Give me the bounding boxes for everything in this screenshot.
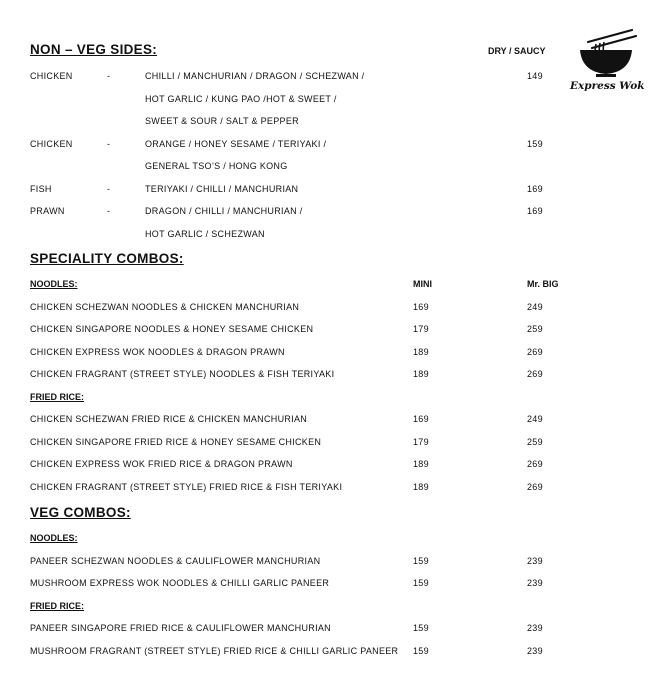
combo-mini-price: 159 <box>413 578 429 588</box>
combo-name: CHICKEN FRAGRANT (STREET STYLE) NOODLES & FISH TERIYAKI <box>30 369 335 379</box>
speciality-noodles-label: NOODLES: <box>30 279 78 289</box>
side-item-options: ORANGE / HONEY SESAME / TERIYAKI / <box>145 139 327 149</box>
combo-mini-price: 159 <box>413 556 429 566</box>
combo-name: MUSHROOM EXPRESS WOK NOODLES & CHILLI GARLIC PANEER <box>30 578 330 588</box>
side-item-name: PRAWN <box>30 206 65 216</box>
side-item-price: 169 <box>527 206 543 216</box>
combo-name: CHICKEN SCHEZWAN FRIED RICE & CHICKEN MANCHURIAN <box>30 414 308 424</box>
combo-name: CHICKEN SINGAPORE FRIED RICE & HONEY SESAME CHICKEN <box>30 437 322 447</box>
combo-mini-price: 179 <box>413 437 429 447</box>
side-item-price: 159 <box>527 139 543 149</box>
side-item-name: CHICKEN <box>30 139 73 149</box>
combo-mini-price: 189 <box>413 459 429 469</box>
combo-mini-price: 189 <box>413 347 429 357</box>
combo-mini-price: 189 <box>413 482 429 492</box>
combo-name: CHICKEN EXPRESS WOK FRIED RICE & DRAGON PRAWN <box>30 459 293 469</box>
veg-noodles-label: NOODLES: <box>30 533 78 543</box>
side-item-name: CHICKEN <box>30 71 73 81</box>
combo-big-price: 259 <box>527 324 543 334</box>
veg-rice-label: FRIED RICE: <box>30 601 84 611</box>
mini-header: MINI <box>413 279 432 289</box>
mr-big-header: Mr. BIG <box>527 279 559 289</box>
combo-mini-price: 189 <box>413 369 429 379</box>
combo-big-price: 269 <box>527 482 543 492</box>
combo-mini-price: 159 <box>413 646 429 656</box>
combo-name: CHICKEN EXPRESS WOK NOODLES & DRAGON PRAWN <box>30 347 285 357</box>
combo-big-price: 239 <box>527 623 543 633</box>
side-item-options: HOT GARLIC / KUNG PAO /HOT & SWEET / <box>145 94 337 104</box>
speciality-rice-label: FRIED RICE: <box>30 392 84 402</box>
combo-big-price: 239 <box>527 556 543 566</box>
combo-name: MUSHROOM FRAGRANT (STREET STYLE) FRIED RICE & CHILLI GARLIC PANEER <box>30 646 399 656</box>
combo-name: PANEER SCHEZWAN NOODLES & CAULIFLOWER MANCHURIAN <box>30 556 321 566</box>
combo-big-price: 269 <box>527 369 543 379</box>
combo-big-price: 239 <box>527 578 543 588</box>
combo-big-price: 269 <box>527 347 543 357</box>
side-item-options: HOT GARLIC / SCHEZWAN <box>145 229 265 239</box>
combo-name: CHICKEN SINGAPORE NOODLES & HONEY SESAME CHICKEN <box>30 324 314 334</box>
side-item-dash: - <box>107 71 111 81</box>
veg-title: VEG COMBOS: <box>30 505 131 520</box>
side-item-options: GENERAL TSO’S / HONG KONG <box>145 161 288 171</box>
combo-big-price: 239 <box>527 646 543 656</box>
side-item-options: DRAGON / CHILLI / MANCHURIAN / <box>145 206 303 216</box>
side-item-options: TERIYAKI / CHILLI / MANCHURIAN <box>145 184 299 194</box>
side-item-options: CHILLI / MANCHURIAN / DRAGON / SCHEZWAN / <box>145 71 365 81</box>
combo-mini-price: 169 <box>413 302 429 312</box>
combo-name: CHICKEN FRAGRANT (STREET STYLE) FRIED RICE & FISH TERIYAKI <box>30 482 343 492</box>
side-item-dash: - <box>107 139 111 149</box>
combo-big-price: 269 <box>527 459 543 469</box>
speciality-title: SPECIALITY COMBOS: <box>30 251 184 266</box>
side-item-name: FISH <box>30 184 52 194</box>
combo-name: CHICKEN SCHEZWAN NOODLES & CHICKEN MANCHURIAN <box>30 302 300 312</box>
combo-name: PANEER SINGAPORE FRIED RICE & CAULIFLOWER MANCHURIAN <box>30 623 331 633</box>
side-item-price: 169 <box>527 184 543 194</box>
combo-mini-price: 169 <box>413 414 429 424</box>
side-item-options: SWEET & SOUR / SALT & PEPPER <box>145 116 299 126</box>
combo-mini-price: 179 <box>413 324 429 334</box>
side-item-dash: - <box>107 184 111 194</box>
combo-big-price: 249 <box>527 302 543 312</box>
noodle-bowl-icon <box>566 28 646 104</box>
combo-big-price: 259 <box>527 437 543 447</box>
dry-saucy-header: DRY / SAUCY <box>488 46 546 56</box>
combo-mini-price: 159 <box>413 623 429 633</box>
side-item-dash: - <box>107 206 111 216</box>
logo-text: Express Wok <box>570 80 645 92</box>
nonveg-title: NON – VEG SIDES: <box>30 42 158 57</box>
combo-big-price: 249 <box>527 414 543 424</box>
side-item-price: 149 <box>527 71 543 81</box>
